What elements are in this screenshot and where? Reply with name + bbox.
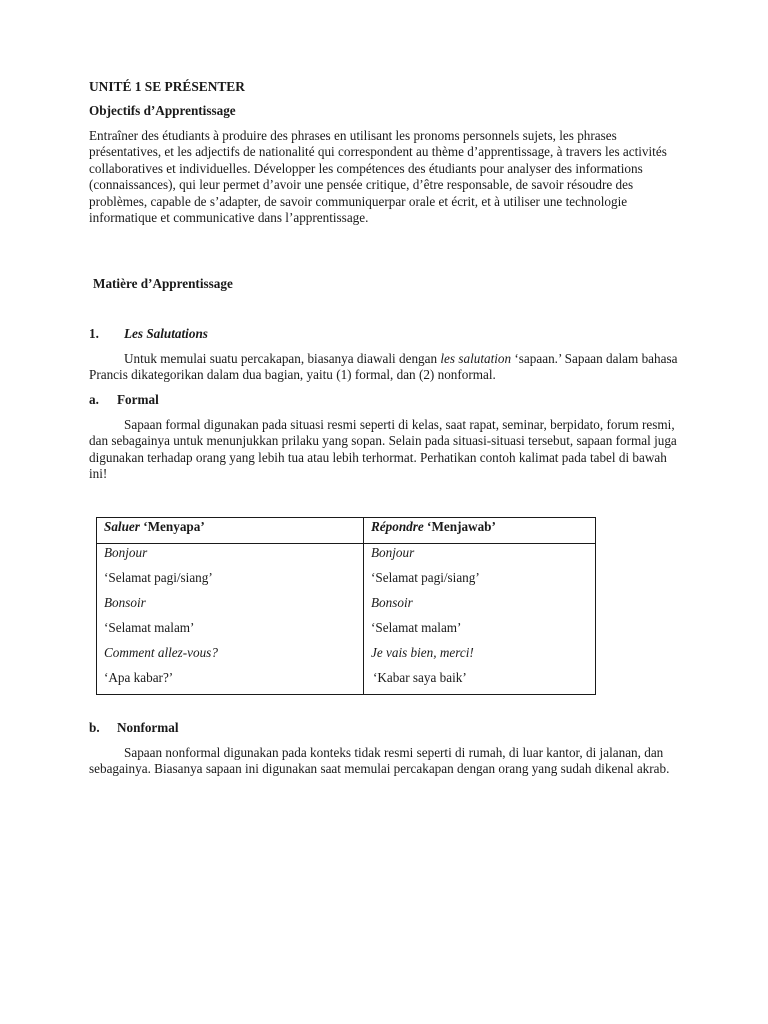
table-cell: Bonjour xyxy=(104,545,148,560)
section-1-heading xyxy=(89,326,208,342)
table-cell: ‘Selamat malam’ xyxy=(104,620,195,635)
nonformal-title: Nonformal xyxy=(117,720,179,735)
header-saluer-id: ‘Menyapa’ xyxy=(143,519,205,534)
table-cell: Bonjour xyxy=(371,545,415,560)
header-repondre-id: ‘Menjawab’ xyxy=(427,519,496,534)
salutations-italic-term: les salutation xyxy=(440,351,512,366)
header-saluer-fr: Saluer xyxy=(104,519,140,534)
salutations-text-end: ‘sapaan.’ Sapaan dalam bahasa Prancis dikategorikan dalam dua bagian, yaitu (1) formal, dan (2) nonformal. xyxy=(89,351,678,383)
formal-heading xyxy=(89,392,159,408)
table-cell: ‘Selamat malam’ xyxy=(371,620,462,635)
objectives-paragraph: Entraîner des étudiants à produire des phrases en utilisant les pronoms personnels sujets, les phrases présentatives, et les adjectifs de nationalité qui correspondent au thème d’apprentissage, à travers les activités collaboratives et individuelles. Développer les compétences des étudiants pour analyser des informations (connaissances), qui leur permet d’avoir une pensée critique, d’être responsable, de savoir résoudre des problèmes, capable de s’adapter, de savoir communiquerpar orale et écrit, et à utiliser une technologie informatique et communicative dans l’apprentissage. xyxy=(89,128,667,226)
unit-title: UNITÉ 1 SE PRÉSENTER xyxy=(89,79,245,94)
nonformal-letter: b. xyxy=(89,720,100,735)
salutations-text-start: Untuk memulai suatu percakapan, biasanya diawali dengan xyxy=(124,351,441,366)
formal-title: Formal xyxy=(117,392,159,407)
nonformal-heading xyxy=(89,720,179,736)
formal-paragraph: Sapaan formal digunakan pada situasi resmi seperti di kelas, saat rapat, seminar, berpidato, forum resmi, dan sebagainya untuk menunjukkan prilaku yang sopan. Selain pada situasi-situasi tersebut, sapaan formal juga digunakan terhadap orang yang lebih tua atau lebih terhormat. Perhatikan contoh kalimat pada tabel di bawah ini! xyxy=(89,417,677,482)
table-cell: Bonsoir xyxy=(371,595,413,610)
matiere-heading: Matière d’Apprentissage xyxy=(93,276,233,291)
salutations-paragraph xyxy=(89,351,681,384)
table-cell: ‘Apa kabar?’ xyxy=(104,670,174,685)
section-1-number: 1. xyxy=(89,326,99,341)
table-header-divider xyxy=(97,543,595,544)
objectives-heading: Objectifs d’Apprentissage xyxy=(89,103,236,118)
table-header-repondre xyxy=(371,519,496,535)
table-cell: ‘Selamat pagi/siang’ xyxy=(104,570,213,585)
table-cell: Je vais bien, merci! xyxy=(371,645,474,660)
table-cell: ‘Kabar saya baik’ xyxy=(373,670,467,685)
salutations-table xyxy=(96,517,596,695)
table-cell: Bonsoir xyxy=(104,595,146,610)
nonformal-paragraph: Sapaan nonformal digunakan pada konteks tidak resmi seperti di rumah, di luar kantor, di jalanan, dan sebagainya. Biasanya sapaan ini digunakan saat memulai percakapan dengan orang yang sudah dikenal akrab. xyxy=(89,745,670,777)
header-repondre-fr: Répondre xyxy=(371,519,424,534)
section-1-title: Les Salutations xyxy=(124,326,208,341)
table-cell: ‘Selamat pagi/siang’ xyxy=(371,570,480,585)
table-header-saluer xyxy=(104,519,205,535)
table-cell: Comment allez-vous? xyxy=(104,645,218,660)
formal-letter: a. xyxy=(89,392,99,407)
